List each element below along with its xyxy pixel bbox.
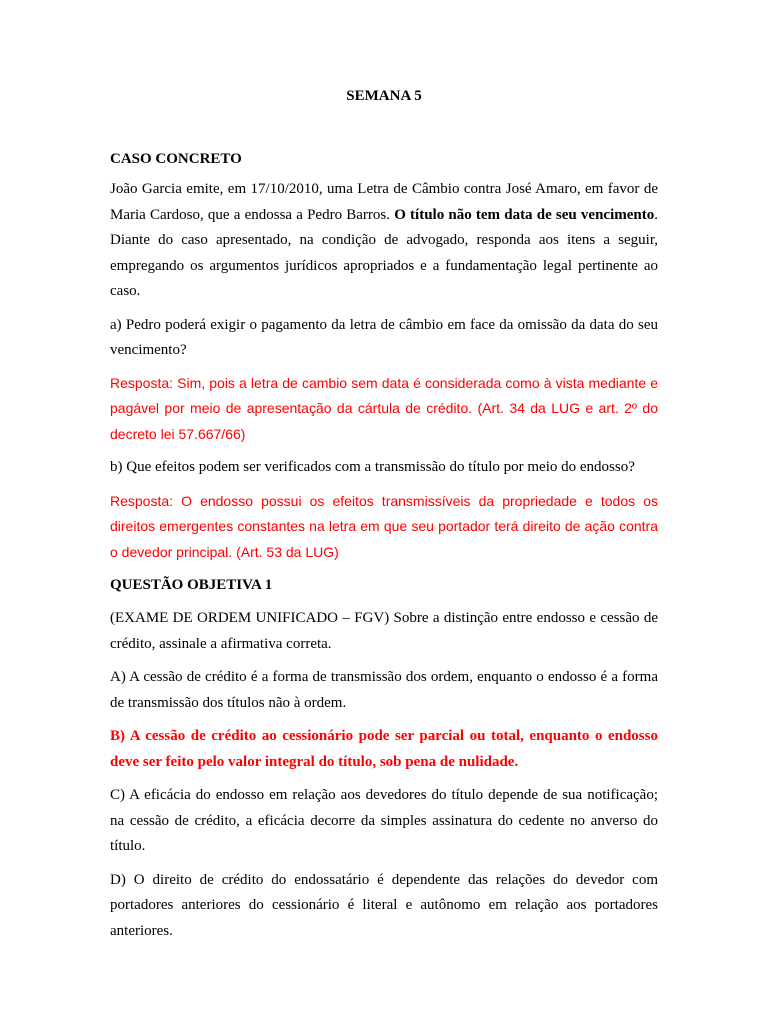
caso-text-emphasis: O título não tem data de seu vencimento (394, 206, 655, 223)
answer-a: Resposta: Sim, pois a letra de cambio sem data é considerada como à vista mediante e pagável por meio de apresentação da cártula de crédito. (Art. 34 da LUG e art. 2º do decreto lei 57.667/66) (110, 374, 658, 442)
option-d: D) O direito de crédito do endossatário é dependente das relações do devedor com portadores anteriores do cessionário é literal e autônomo em relação aos portadores anteriores. (110, 871, 658, 939)
answer-b: Resposta: O endosso possui os efeitos transmissíveis da propriedade e todos os direitos emergentes constantes na letra em que seu portador terá direito de ação contra o devedor principal. (Art. 53 da LUG) (110, 492, 658, 560)
questao-objetiva-heading: QUESTÃO OBJETIVA 1 (110, 577, 273, 593)
option-c: C) A eficácia do endosso em relação aos devedores do título depende de sua notificação; na cessão de crédito, a eficácia decorre da simples assinatura do cedente no anverso do título. (110, 787, 658, 854)
caso-concreto-text (110, 177, 658, 305)
option-b-correct: B) A cessão de crédito ao cessionário pode ser parcial ou total, enquanto o endosso deve ser feito pelo valor integral do título, sob pena de nulidade. (110, 728, 658, 770)
option-a: A) A cessão de crédito é a forma de transmissão dos ordem, enquanto o endosso é a forma de transmissão dos títulos não à ordem. (110, 669, 658, 711)
caso-text-end: . Diante do caso apresentado, na condição de advogado, responda aos itens a seguir, empregando os argumentos jurídicos apropriados e a fundamentação legal pertinente ao caso. (110, 206, 658, 299)
question-b: b) Que efeitos podem ser verificados com a transmissão do título por meio do endosso? (110, 459, 635, 475)
question-a: a) Pedro poderá exigir o pagamento da letra de câmbio em face da omissão da data do seu vencimento? (110, 316, 658, 358)
document-page (110, 84, 658, 944)
caso-concreto-heading: CASO CONCRETO (110, 151, 242, 167)
questao-objetiva-intro: (EXAME DE ORDEM UNIFICADO – FGV) Sobre a distinção entre endosso e cessão de crédito, assinale a afirmativa correta. (110, 610, 658, 652)
caso-text-start: João Garcia emite, em 17/10/2010, uma Letra de Câmbio contra José Amaro, em favor de Maria Cardoso, que a endossa a Pedro Barros. (110, 181, 658, 223)
page-title: SEMANA 5 (346, 88, 422, 104)
